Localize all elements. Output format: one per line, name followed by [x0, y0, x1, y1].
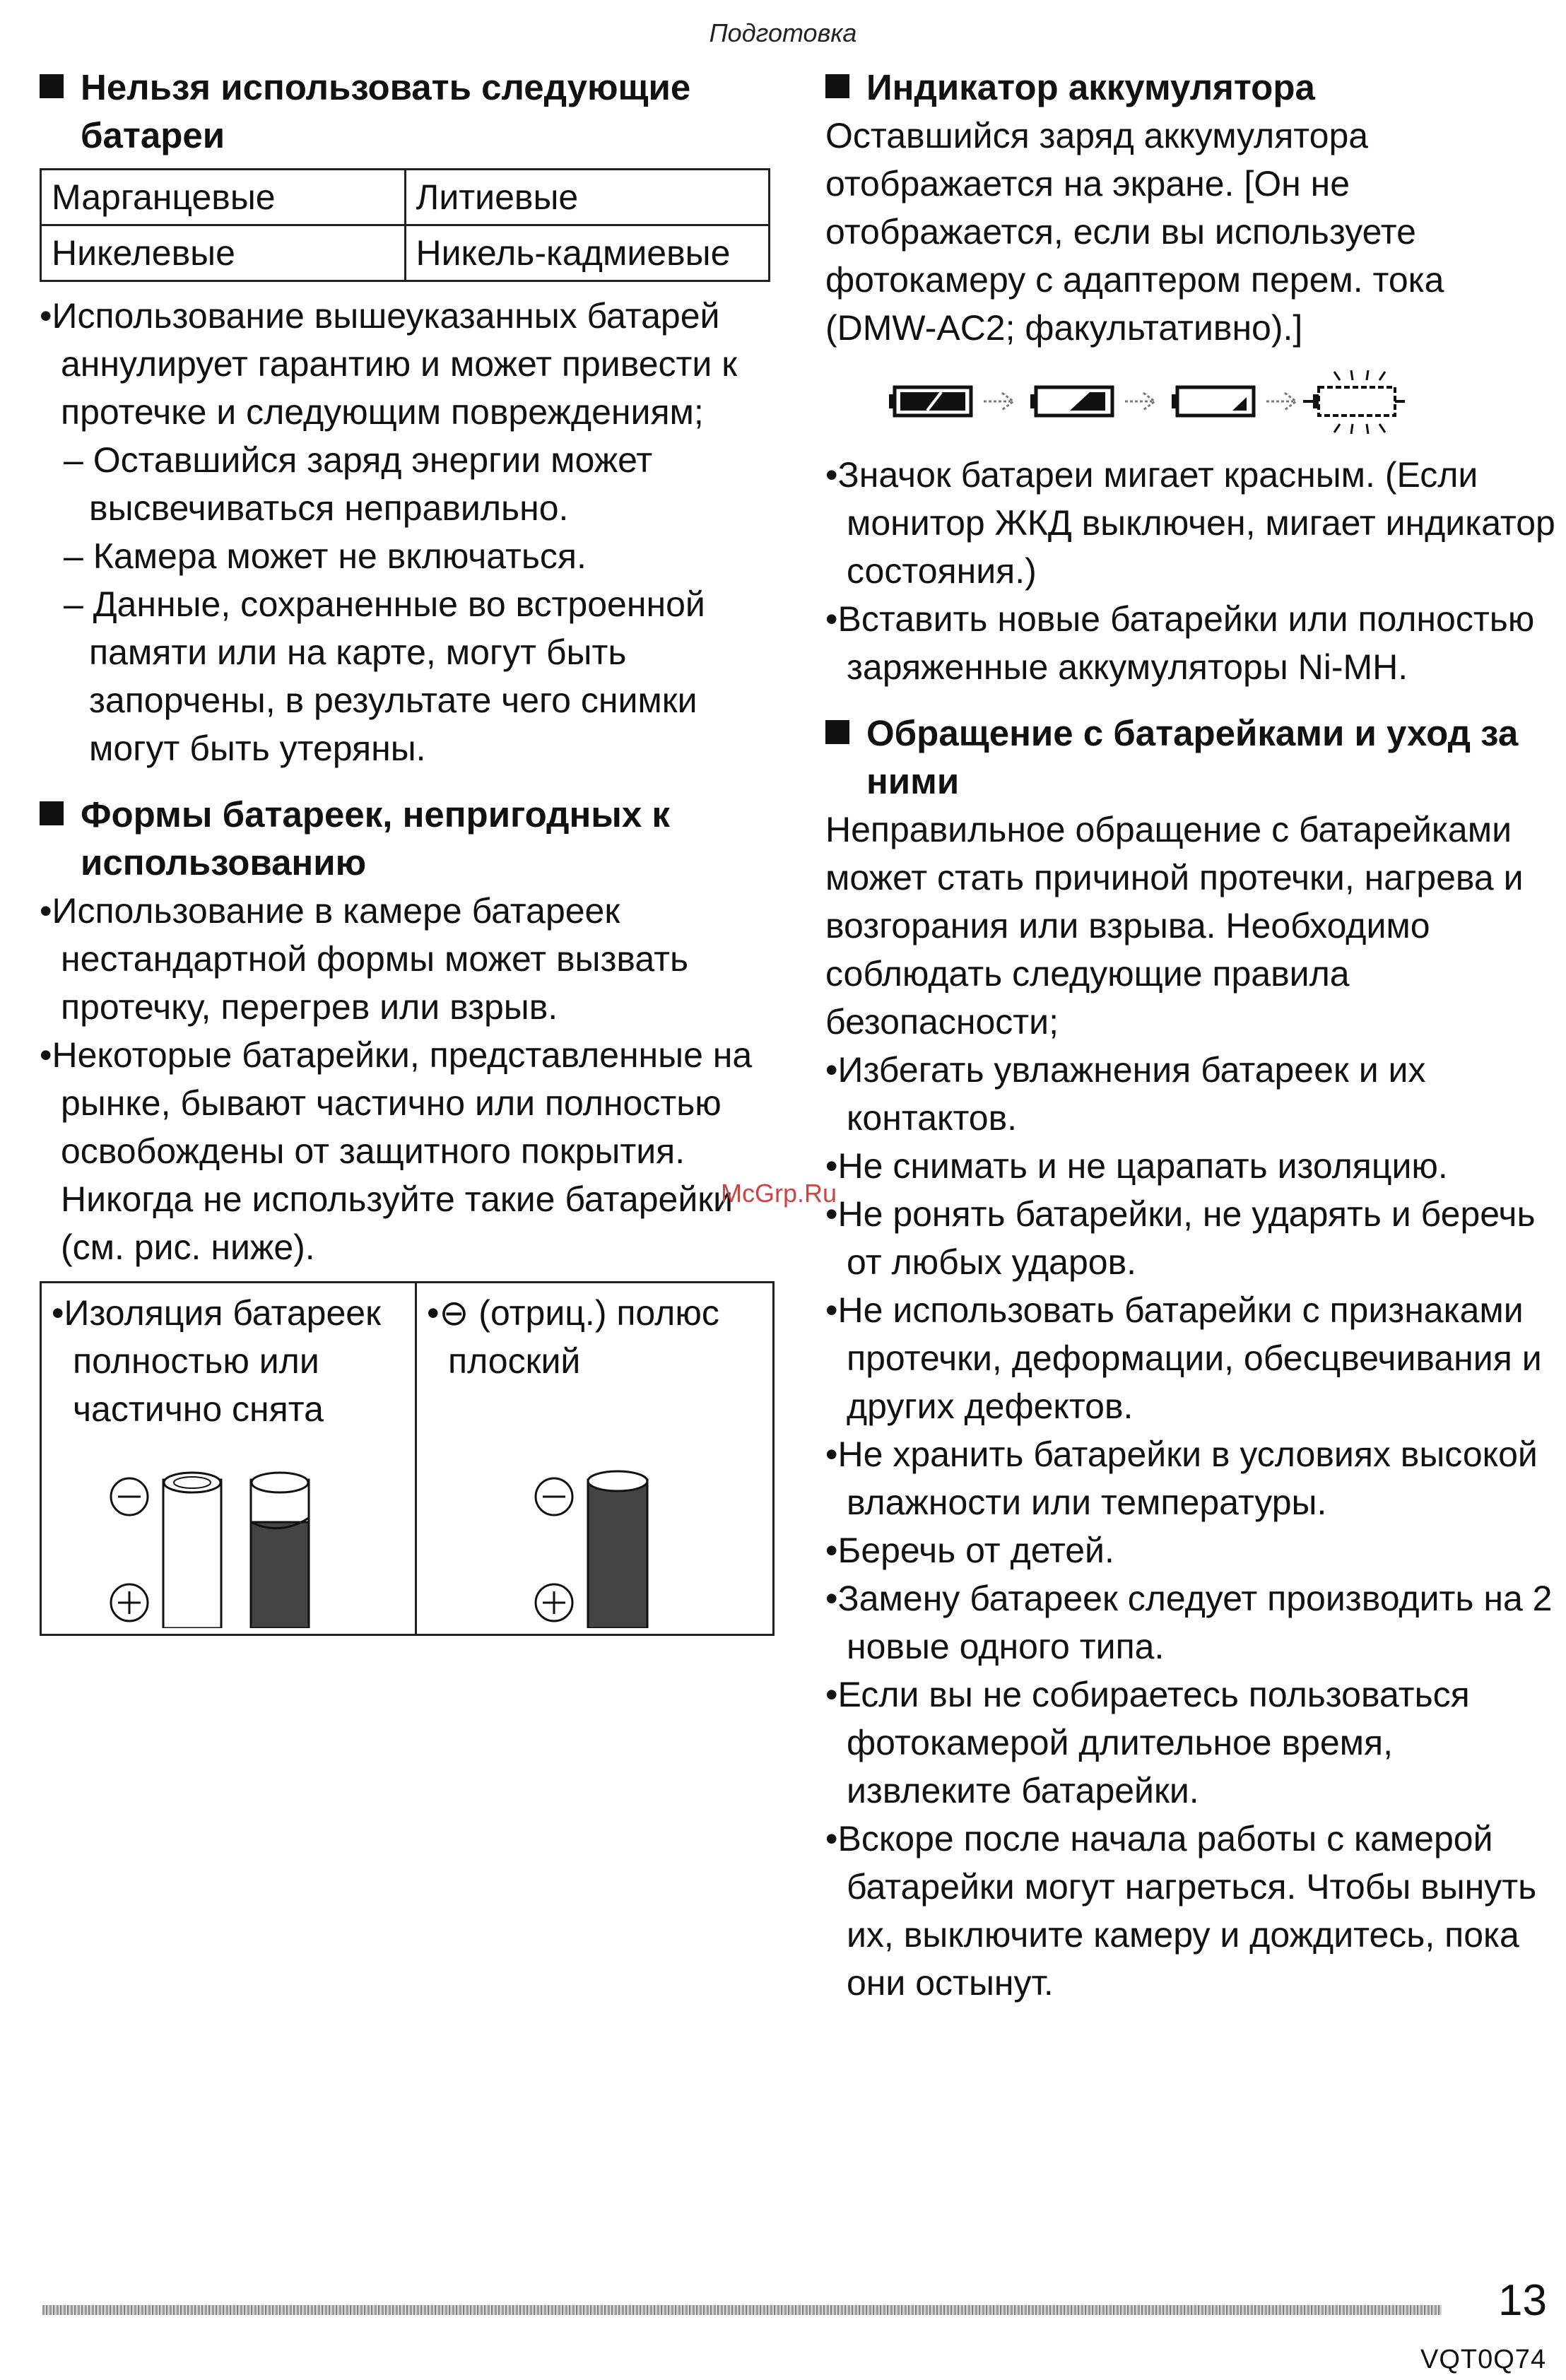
bullet-item: •Значок батареи мигает красным. (Если монитор ЖКД выключен, мигает индикатор состояния.): [825, 455, 1555, 591]
dash-item: – Камера может не включаться.: [64, 536, 587, 576]
page-number: 13: [1498, 2276, 1547, 2325]
figure-caption: •Изоляция батареек полностью или частично снята: [52, 1293, 381, 1429]
document-code: VQT0Q74: [1420, 2345, 1547, 2374]
bullet-item: •Избегать увлажнения батареек и их контактов.: [825, 1050, 1426, 1138]
table-cell: Никель-кадмиевые: [405, 225, 770, 281]
battery-low-icon: [1172, 387, 1254, 416]
watermark: McGrp.Ru: [721, 1179, 837, 1208]
battery-defects-figure: [40, 1281, 775, 1636]
section-heading-unusable-batteries: [40, 64, 775, 160]
arrow-icon: [1125, 393, 1155, 410]
bullet-item: •Не снимать и не царапать изоляцию.: [825, 1146, 1448, 1186]
battery-full-icon: [889, 387, 971, 416]
bullet-item: •Если вы не собираетесь пользоваться фотокамерой длительное время, извлеките батарейки.: [825, 1675, 1470, 1810]
battery-empty-flashing-icon: [1303, 370, 1405, 434]
bullet-item: •Не хранить батарейки в условиях высокой влажности или температуры.: [825, 1435, 1538, 1522]
right-column: [825, 64, 1560, 2007]
battery-half-icon: [1030, 387, 1112, 416]
square-bullet-icon: [825, 720, 849, 744]
square-bullet-icon: [825, 74, 849, 98]
section-heading-battery-handling: [825, 709, 1560, 806]
stripped-battery-illustration: [105, 1468, 338, 1628]
footer-decorative-band: [42, 2305, 1442, 2315]
table-row: [41, 170, 770, 225]
dash-item: – Данные, сохраненные во встроенной памяти или на карте, могут быть запорчены, в результате чего снимки могут быть утеряны.: [64, 584, 705, 768]
square-bullet-icon: [40, 74, 64, 98]
section-heading-battery-indicator: [825, 64, 1560, 112]
bullet-item: •Не использовать батарейки с признаками протечки, деформации, обесцвечивания и других дефектов.: [825, 1290, 1542, 1426]
bullet-item: •Беречь от детей.: [825, 1531, 1114, 1570]
figure-caption: •⊖ (отриц.) полюс плоский: [427, 1293, 719, 1381]
figure-cell-insulation: [42, 1283, 415, 1634]
bullet-item: •Вставить новые батарейки или полностью заряженные аккумуляторы Ni-MH.: [825, 599, 1535, 687]
paragraph: Неправильное обращение с батарейками может стать причиной протечки, нагрева и возгорания или взрыва. Необходимо соблюдать следующие правила безопасности;: [825, 810, 1524, 1042]
bullet-item: •Использование в камере батареек нестандартной формы может вызвать протечку, перегрев или взрыв.: [40, 891, 689, 1027]
bullet-item: •Использование вышеуказанных батарей аннулирует гарантию и может привести к протечке и следующим повреждениям;: [40, 296, 738, 432]
bullet-item: •Замену батареек следует производить на 2 новые одного типа.: [825, 1579, 1553, 1666]
heading-text: Нельзя использовать следующие батареи: [81, 67, 691, 155]
heading-text: Индикатор аккумулятора: [866, 67, 1315, 107]
flat-negative-battery-illustration: [530, 1468, 685, 1628]
dash-item: – Оставшийся заряд энергии может высвечиваться неправильно.: [64, 440, 653, 528]
square-bullet-icon: [40, 801, 64, 825]
arrow-icon: [984, 393, 1013, 410]
table-row: [41, 225, 770, 281]
section-heading-battery-shapes: [40, 791, 775, 887]
paragraph: Оставшийся заряд аккумулятора отображается на экране. [Он не отображается, если вы используете фотокамеру с адаптером перем. тока (DMW-AC2; факультативно).]: [825, 116, 1444, 348]
page-header: Подготовка: [709, 18, 857, 47]
table-cell: Марганцевые: [41, 170, 406, 225]
bullet-item: •Некоторые батарейки, представленные на рынке, бывают частично или полностью освобождены от защитного покрытия. Никогда не используйте такие батарейки (см. рис. ниже).: [40, 1035, 753, 1267]
battery-types-table: [40, 168, 770, 282]
heading-text: Обращение с батарейками и уход за ними: [866, 713, 1519, 801]
heading-text: Формы батареек, непригодных к использованию: [81, 794, 670, 883]
battery-level-sequence: [825, 369, 1560, 445]
table-cell: Никелевые: [41, 225, 406, 281]
left-column: [40, 64, 775, 1636]
arrow-icon: [1266, 393, 1296, 410]
figure-cell-flat-terminal: [415, 1283, 790, 1634]
bullet-item: •Вскоре после начала работы с камерой батарейки могут нагреться. Чтобы вынуть их, выключите камеру и дождитесь, пока они остынут.: [825, 1819, 1537, 2003]
battery-level-icons: [885, 369, 1521, 445]
table-cell: Литиевые: [405, 170, 770, 225]
bullet-item: •Не ронять батарейки, не ударять и беречь от любых ударов.: [825, 1194, 1536, 1282]
